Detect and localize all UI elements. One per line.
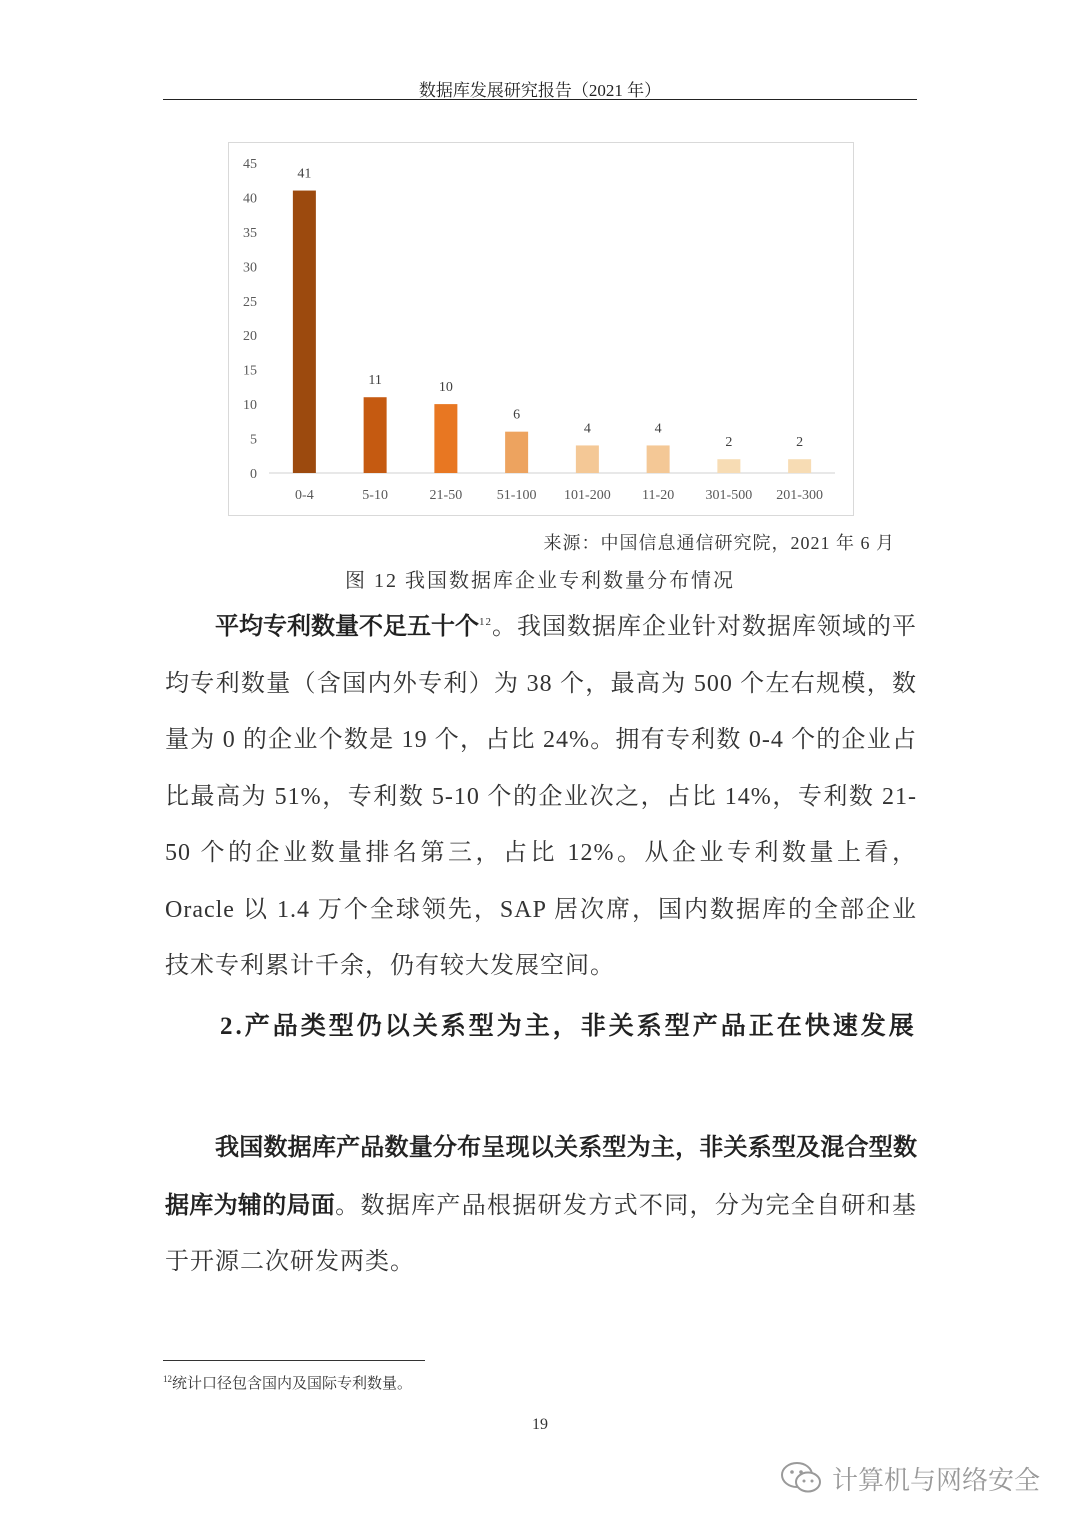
chart-canvas (229, 143, 855, 517)
chart-source: 来源：中国信息通信研究院，2021 年 6 月 (543, 533, 895, 553)
footnote-text: 统计口径包含国内及国际专利数量。 (172, 1376, 413, 1392)
y-tick-label: 35 (243, 225, 257, 241)
x-tick-label: 0-4 (295, 488, 314, 503)
bar (364, 397, 387, 473)
section-heading: 2.产品类型仍以关系型为主，非关系型产品正在快速发展 (220, 1013, 917, 1040)
data-label: 41 (297, 166, 312, 182)
y-tick-label: 5 (250, 432, 257, 448)
x-tick-label: 201-300 (776, 488, 823, 503)
data-label: 4 (583, 421, 591, 437)
page-number: 19 (532, 1416, 548, 1433)
paragraph-lead: 平均专利数量不足五十个 (215, 612, 479, 640)
data-label: 2 (796, 435, 804, 451)
y-tick-label: 15 (243, 363, 257, 379)
running-header: 数据库发展研究报告（2021 年） (418, 81, 662, 100)
watermark (780, 1458, 1040, 1498)
x-tick-label: 101-200 (564, 488, 611, 503)
y-tick-label: 20 (243, 329, 257, 345)
x-tick-label: 11-20 (642, 488, 675, 503)
figure-caption: 图 12 我国数据库企业专利数量分布情况 (345, 570, 735, 592)
paragraph-patents (165, 598, 917, 995)
paragraph-body: 。数据库产品根据研发方式不同，分为完全自研和基于开源二次研发两类。 (165, 1192, 917, 1275)
watermark-text: 计算机与网络安全 (832, 1465, 1041, 1496)
bar (647, 445, 670, 473)
bar (717, 459, 740, 473)
y-tick-label: 10 (243, 398, 257, 414)
y-tick-label: 0 (250, 467, 257, 482)
header-rule (163, 99, 917, 100)
bar (505, 432, 528, 473)
patent-bar-chart (228, 142, 854, 516)
footnote-ref: 12 (479, 616, 492, 628)
x-tick-label: 5-10 (362, 488, 388, 503)
footnote-rule (163, 1360, 425, 1361)
data-label: 11 (368, 373, 382, 389)
x-tick-label: 21-50 (429, 488, 463, 503)
data-label: 6 (513, 407, 521, 423)
data-label: 10 (438, 380, 453, 396)
y-tick-label: 40 (243, 191, 257, 207)
wechat-icon (780, 1460, 824, 1496)
footnote-number: 12 (163, 1374, 172, 1384)
data-label: 4 (654, 421, 662, 437)
bar (788, 459, 811, 473)
y-tick-label: 25 (243, 294, 257, 310)
x-tick-label: 51-100 (496, 488, 537, 503)
y-tick-label: 45 (243, 157, 257, 172)
footnote (163, 1372, 412, 1393)
bar (434, 404, 457, 473)
bar (293, 191, 316, 473)
paragraph-body: 。我国数据库企业针对数据库领域的平均专利数量（含国内外专利）为 38 个，最高为 500 个左右规模，数量为 0 的企业个数是 19 个，占比 24%。拥有专利数 0-4 个的企业占比最高为 51%，专利数 5-10 个的企业次之，占比 14%，专利数 21-50 个的企业数量排名第三，占比 12%。从企业专利数量上看，Oracle 以 1.4 万个全球领先，SAP 居次席，国内数据库的全部企业技术专利累计千余，仍有较大发展空间。 (165, 614, 917, 979)
paragraph-lead: 我国数据库产品数量分布呈现以关系型为主，非关系型及混合型数据库为辅的局面 (165, 1133, 917, 1219)
bar (576, 445, 599, 473)
data-label: 2 (725, 435, 733, 451)
x-tick-label: 301-500 (705, 488, 753, 503)
y-tick-label: 30 (243, 260, 257, 276)
paragraph-product-types (165, 1119, 917, 1291)
